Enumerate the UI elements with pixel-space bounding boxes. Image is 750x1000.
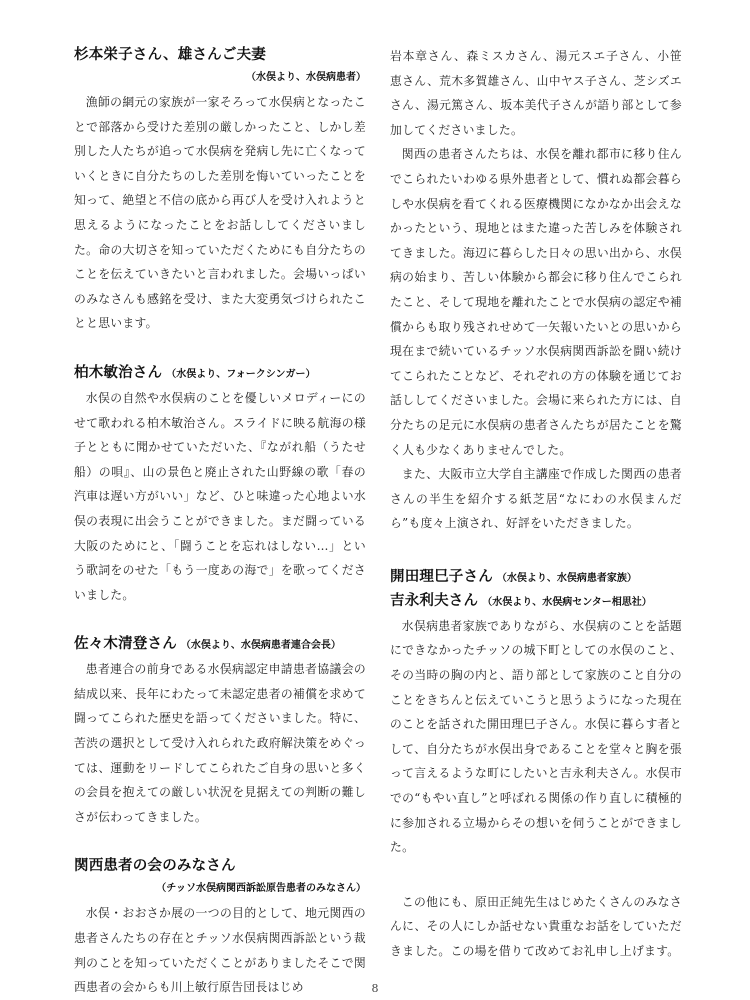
section-kaida-yoshinaga: [390, 566, 682, 860]
section-heading-kaida: [390, 566, 682, 590]
section-subheading-yoshinaga: （水俣より、水俣病センター相思社）: [482, 596, 652, 608]
section-closing: [390, 890, 682, 964]
section-body-kansai: 水俣・おおさか展の一つの目的として、地元関西の患者さんたちの存在とチッソ水俣病関西訴訟という裁判のことを知っていただくことがありましたそこで関西患者の会からも川上敏行原告団長はじめ: [74, 906, 366, 995]
section-subheading-kansai: （チッソ水俣病関西訴訟原告患者のみなさん）: [156, 883, 366, 895]
heading-name-sasaki: 佐々木清登さん: [74, 636, 177, 653]
right-column: [390, 44, 682, 964]
heading-name-kaida: 開田理巳子さん: [390, 568, 493, 585]
section-subheading-kashiwagi: （水俣より、フォークシンガー）: [166, 368, 316, 380]
section-kansai: [74, 855, 366, 999]
section-body-kaida-yoshinaga: 水俣病患者家族でありながら、水俣病のことを話題にできなかったチッソの城下町としての水俣のこと、その当時の胸の内と、語り部として家族のこと自分のことをきちんと伝えていこうと思うようになった現在のことを話された開田理巳子さん。水俣に暮らす者として、自分たちが水俣出身であることを堂々と胸を張って言えるような町にしたいと吉永利夫さん。水俣市での“もやい直し”と呼ばれる関係の作り直しに積極的に参加される立場からその想いを伺うことができました。: [390, 618, 682, 855]
section-subheading-sasaki: （水俣より、水俣病患者連合会長）: [180, 640, 341, 652]
spacer: [390, 536, 682, 566]
section-body-kansai-continued-2: 関西の患者さんたちは、水俣を離れ都市に移り住んでこられたいわゆる県外患者として、慣れぬ都会暮らしや水俣病を看てくれる医療機関になかなか出会えなかったという、現地とはまた違った苦しみを体験されてきました。海辺に暮らした日々の思い出から、水俣病の始まり、苦しい体験から都会に移り住んでこられたこと、そして現地を離れたことで水俣病の認定や補償からも取り残されせめて一矢報いたいとの思いから現在まで続いているチッソ水俣病関西訴訟を闘い続けてこられたことなど、それぞれの方の体験を通じてお話ししてくださいました。会場に来られた方には、自分たちの足元に水俣病の患者さんたちが居たことを驚く人も少なくありませんでした。: [390, 147, 682, 457]
section-sugimoto: [74, 44, 366, 336]
section-heading-sasaki: [74, 633, 366, 657]
spacer: [74, 336, 366, 362]
page-number: 8: [371, 982, 379, 995]
section-body-kansai-continued-1: 岩本章さん、森ミスカさん、湯元スエ子さん、小笹恵さん、荒木多賀雄さん、山中ヤス子さん、芝シズエさん、湯元篤さん、坂本美代子さんが語り部として参加してくださいました。: [390, 49, 682, 137]
heading-name-kashiwagi: 柏木敏治さん: [74, 364, 163, 381]
section-kashiwagi: [74, 362, 366, 607]
spacer: [74, 607, 366, 633]
section-heading-yoshinaga: [390, 590, 682, 614]
section-kansai-continued: [390, 44, 682, 536]
section-body-kansai-continued-3: また、大阪市立大学自主講座で作成した関西の患者さんの半生を紹介する紙芝居“なにわの水俣まんだら”も度々上演され、好評をいただきました。: [390, 467, 682, 531]
spacer: [390, 860, 682, 890]
spacer: [74, 829, 366, 855]
section-body-closing: この他にも、原田正純先生はじめたくさんのみなさんに、その人にしか話せない貴重なお話をしていただきました。この場を借りて改めてお礼申し上げます。: [390, 894, 682, 958]
section-body-sasaki: 患者連合の前身である水俣病認定申請患者協議会の結成以来、長年にわたって未認定患者の補償を求めて闘ってこられた歴史を語ってくださいました。特に、苦渋の選択として受け入れられた政府解決策をめぐっては、運動をリードしてこられたご自身の思いと多くの会員を抱えての厳しい状況を見据えての判断の難しさが伝わってきました。: [74, 662, 366, 824]
section-body-kashiwagi: 水俣の自然や水俣病のことを優しいメロディーにのせて歌われる柏木敏治さん。スライドに映る航海の様子とともに聞かせていただいた、『ながれ船（うたせ船）の唄』、山の景色と廃止された山野線の歌「春の汽車は遅い方がいい」など、ひと味違った心地よい水俣の表現に出会うことができました。まだ闘っている大阪のためにと、「闘うことを忘れはしない…」という歌詞をのせた「もう一度あの海で」を歌ってくださいました。: [74, 390, 366, 602]
section-body-sugimoto: 漁師の網元の家族が一家そろって水俣病となったことで部落から受けた差別の厳しかったこと、しかし差別した人たちが追って水俣病を発病し先に亡くなっていくときに自分たちのした差別を悔いていったことを知って、絶望と不信の底から再び人を受け入れようと思えるようになったことをお話ししてくださいました。命の大切さを知っていただくためにも自分たちのことを伝えていきたいと言われました。会場いっぱいのみなさんも感銘を受け、また大変勇気づけられたことと思います。: [74, 95, 366, 331]
heading-name-yoshinaga: 吉永利夫さん: [390, 592, 479, 609]
section-subheading-kaida: （水俣より、水俣病患者家族）: [496, 572, 637, 584]
left-column: [74, 44, 366, 1000]
section-sasaki: [74, 633, 366, 829]
section-subheading-sugimoto: （水俣より、水俣病患者）: [246, 72, 366, 83]
section-heading-kansai: 関西患者の会のみなさん: [74, 858, 236, 875]
section-heading-sugimoto: 杉本栄子さん、雄さんご夫妻: [74, 47, 266, 63]
section-heading-kashiwagi: [74, 362, 366, 386]
